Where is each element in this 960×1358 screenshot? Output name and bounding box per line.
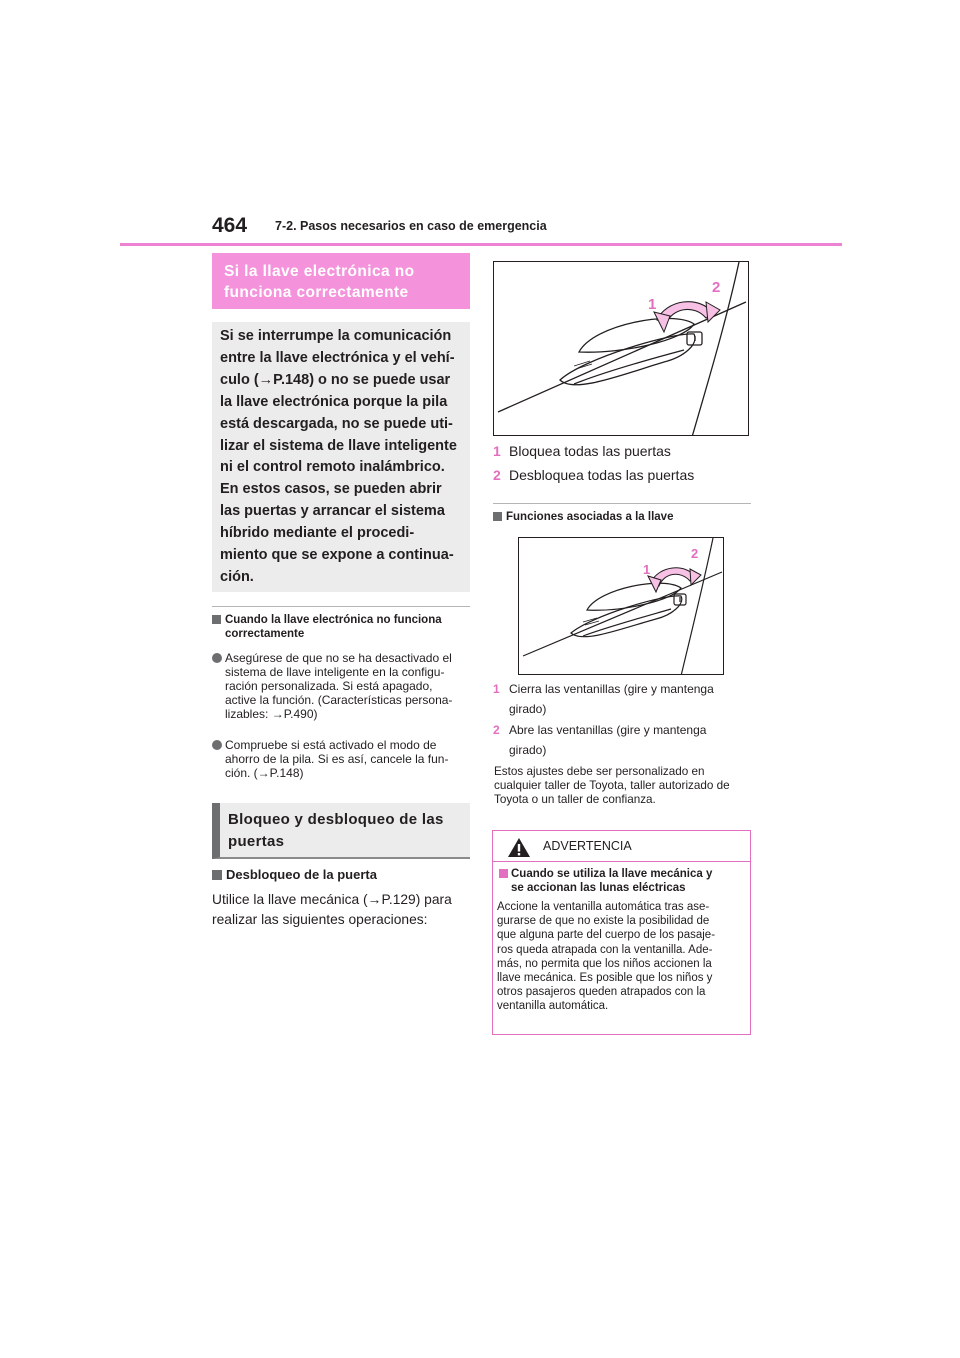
intro-line: entre la llave electrónica y el vehí- [220,349,455,366]
intro-line: En estos casos, se pueden abrir [220,481,442,498]
intro-line: las puertas y arrancar el sistema [220,503,445,520]
warning-box [492,830,751,1035]
intro-line: ción. [220,568,254,585]
grey-section-heading [212,803,470,859]
bullet-item: Asegúrese de que no se ha desactivado el sistema de llave inteligente en la configu- ración personalizada. Si está apagado, active la función. (Características persona- lizables: →P.490) [212,651,474,721]
note-title: Funciones asociadas a la llave [493,510,755,524]
pink-section-heading [212,253,470,309]
square-bullet-icon [212,615,221,624]
intro-line: ni el control remoto inalámbrico. [220,459,445,476]
pink-heading-line: funciona correctamente [224,284,409,301]
intro-line: lizar el sistema de llave inteligente [220,437,457,454]
warning-subtitle: Cuando se utiliza la llave mecánica y se accionan las lunas eléctricas [497,867,747,895]
square-bullet-icon [493,512,502,521]
warning-body: Accione la ventanilla automática tras ase- gurarse de que no existe la posibilidad de que alguna parte del cuerpo de los pasaje- ros queda atrapada con la ventanilla. Ade- más, no permita que los niños accionen la llave mecánica. Es posible que los niños y otros pasajeros queden atrapados con la ventanilla automática. [497,901,716,1013]
grey-heading-line: Bloqueo y desbloqueo de las [228,811,444,828]
figure-callout-1: 1 [648,296,657,313]
door-handle-illustration [519,538,724,675]
door-handle-figure-lock [493,261,749,436]
intro-line: culo (→P.148) o no se puede usar [220,371,451,388]
figure-callout-2: 2 [691,546,699,561]
page-number: 464 [212,214,248,237]
round-bullet-icon [212,653,222,663]
intro-line: miento que se expone a continua- [220,547,454,564]
body-paragraph: Utilice la llave mecánica (→P.129) para realizar las siguientes operaciones: [212,892,452,927]
legend-item: 1 Bloquea todas las puertas [493,443,671,459]
intro-box [212,322,470,592]
square-bullet-icon [499,869,508,878]
section-header: 7-2. Pasos necesarios en caso de emergencia [275,219,547,233]
figure-callout-2: 2 [712,279,721,296]
intro-line: la llave electrónica porque la pila [220,393,448,410]
warning-triangle-icon [507,837,531,858]
legend-item: 2 Abre las ventanillas (gire y mantenga girado) [493,722,707,758]
door-handle-illustration [494,262,749,436]
door-handle-figure-windows [518,537,724,675]
warning-title: ADVERTENCIA [543,839,632,853]
personalization-note: Estos ajustes debe ser personalizado en cualquier taller de Toyota, taller autorizado de Toyota o un taller de confianza. [494,765,730,807]
fig2-legend [493,679,755,761]
sub-heading: Desbloqueo de la puerta [212,867,377,883]
intro-line: híbrido mediante el procedi- [220,525,415,542]
legend-item: 1 Cierra las ventanillas (gire y mantenga girado) [493,682,714,717]
round-bullet-icon [212,740,222,750]
fig1-legend [493,439,753,487]
bullet-item: Compruebe si está activado el modo de ahorro de la pila. Si es así, cancele la fun- ción. (→P.148) [212,738,474,780]
note-divider [212,606,470,607]
warning-header [493,831,750,862]
legend-item: 2 Desbloquea todas las puertas [493,467,695,483]
intro-line: está descargada, no se puede uti- [220,415,453,432]
pink-heading-line: Si la llave electrónica no [224,263,415,280]
note-title: Cuando la llave electrónica no funciona correctamente [212,613,474,641]
figure-callout-1: 1 [643,562,651,577]
header-rule [120,243,842,246]
intro-line: Si se interrumpe la comunicación [220,328,452,344]
grey-heading-line: puertas [228,832,285,850]
square-bullet-icon [212,870,222,880]
note-divider [493,503,751,504]
